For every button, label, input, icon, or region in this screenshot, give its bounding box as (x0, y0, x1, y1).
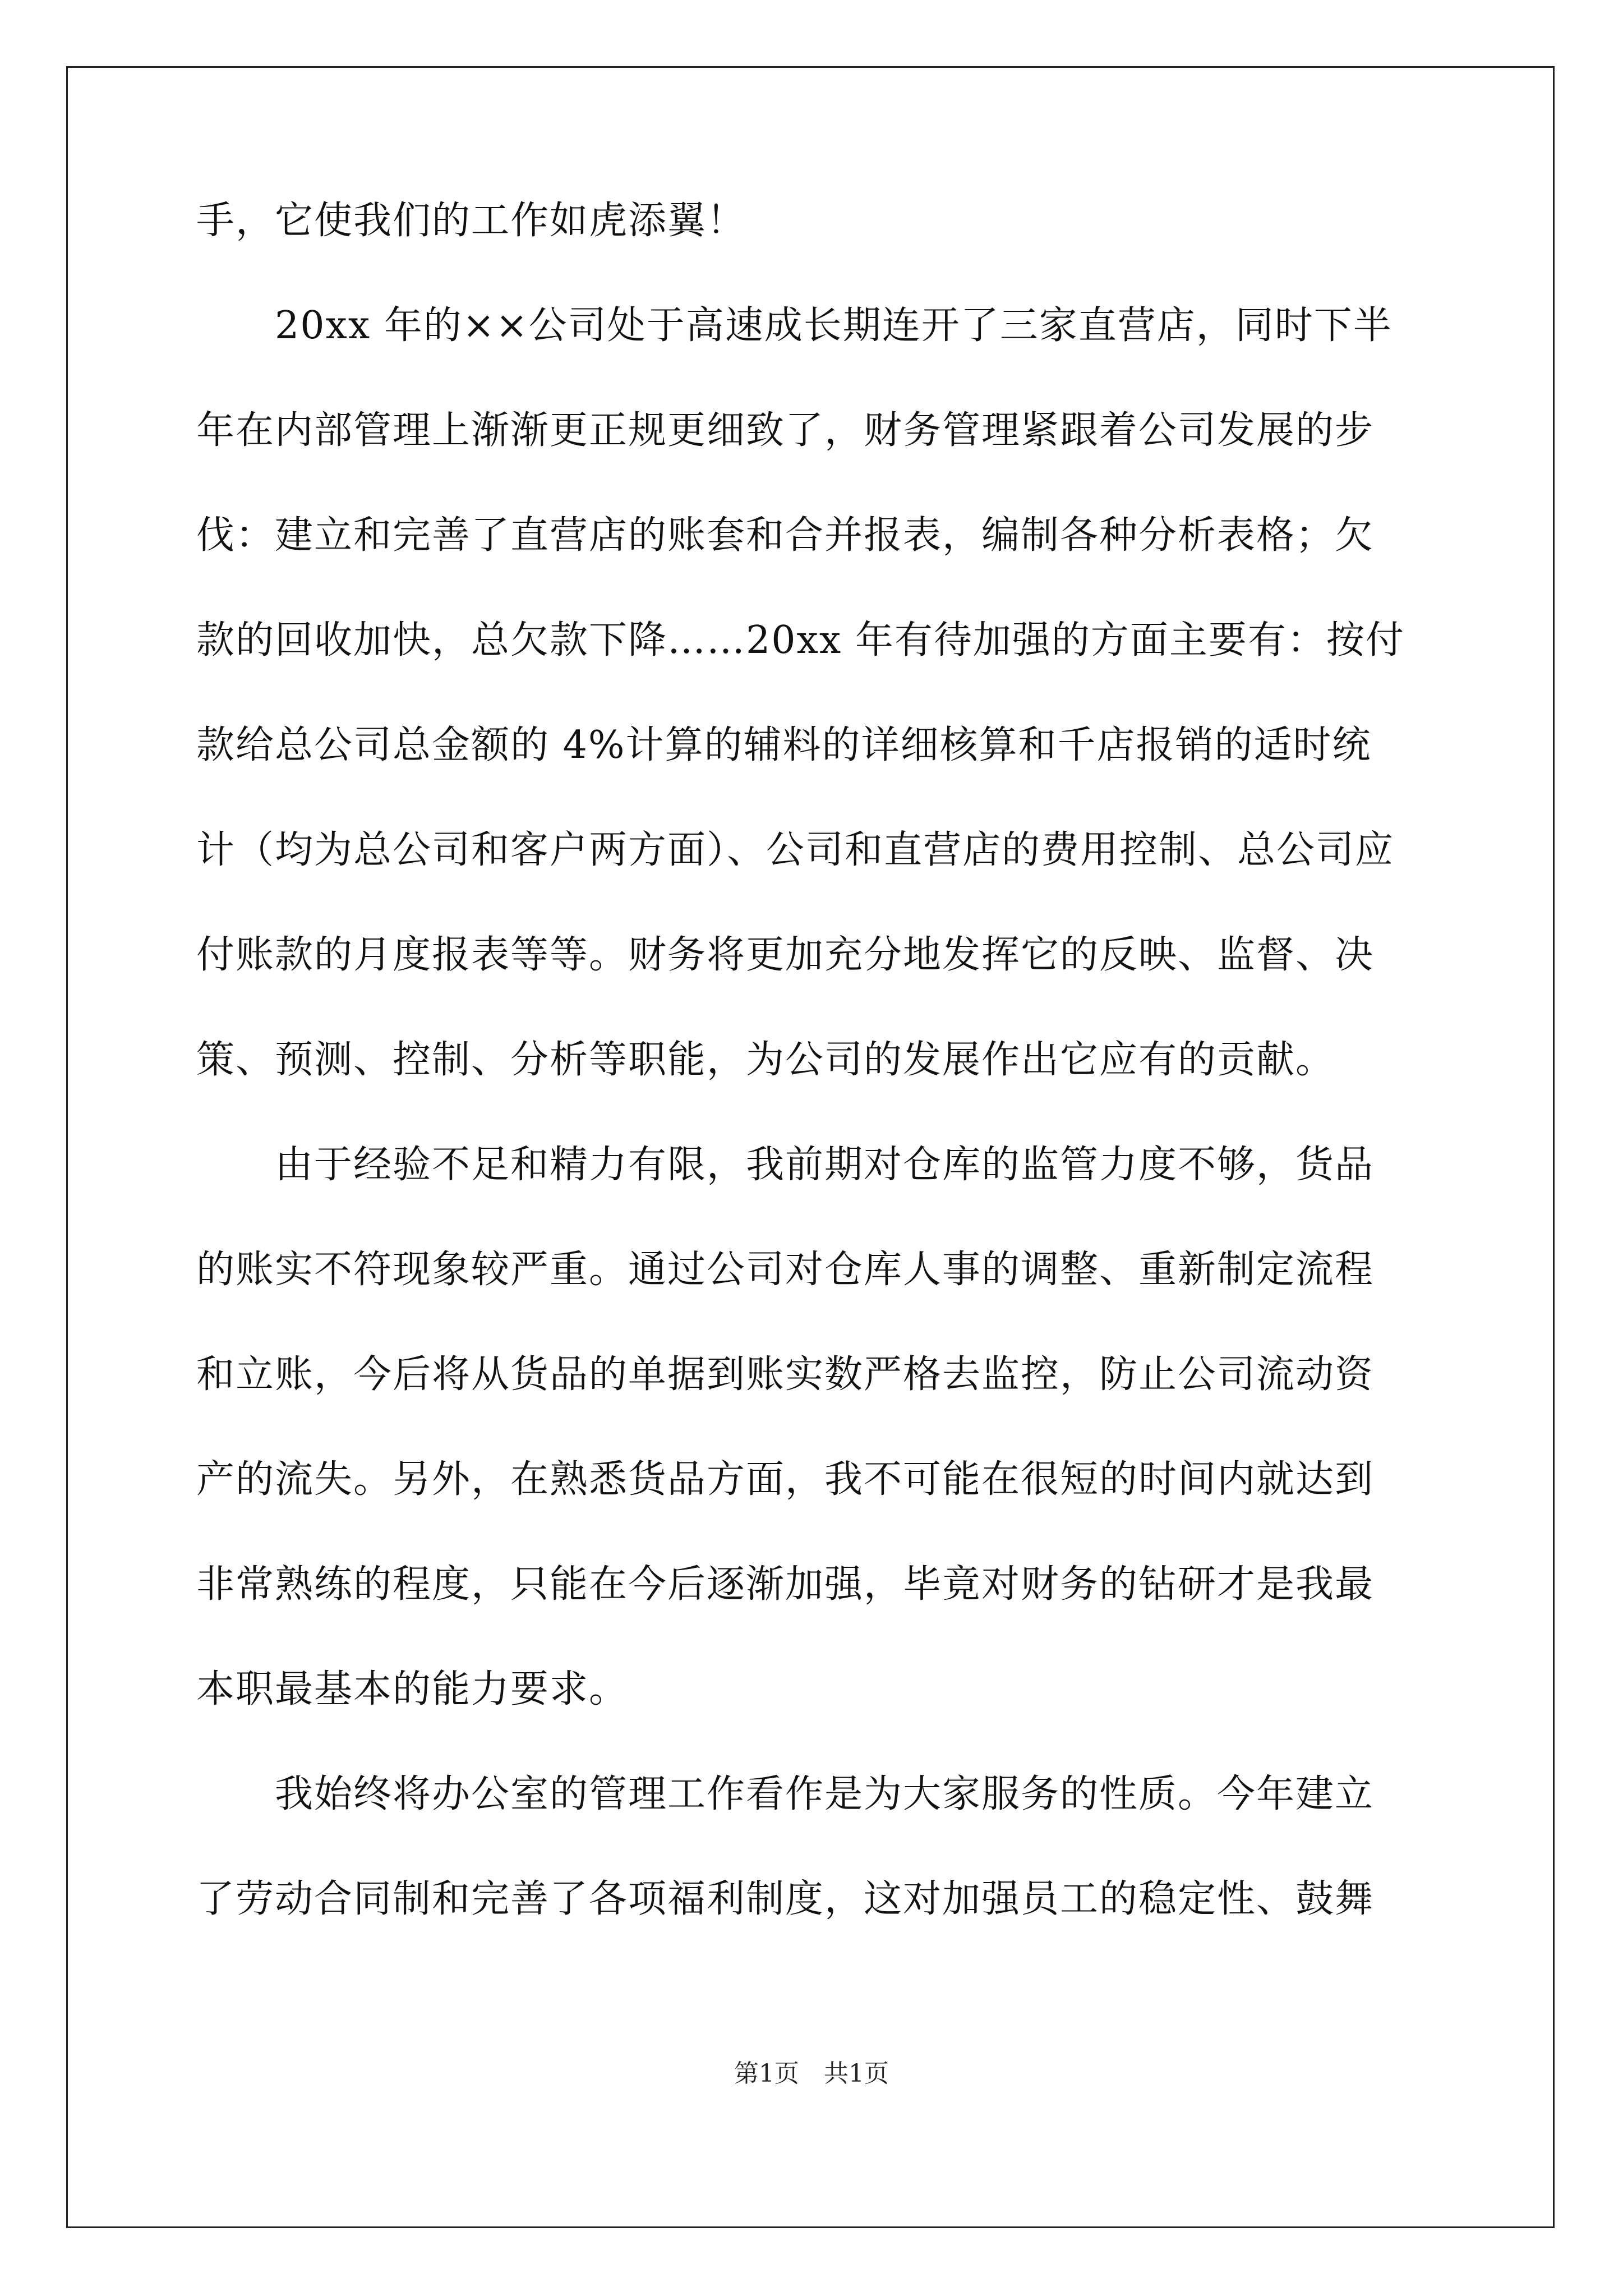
text-line: 了劳动合同制和完善了各项福利制度，这对加强员工的稳定性、鼓舞 (196, 1877, 1375, 1921)
text-line: 我始终将办公室的管理工作看作是为大家服务的性质。今年建立 (196, 1772, 1375, 1816)
text-line: 和立账，今后将从货品的单据到账实数严格去监控，防止公司流动资 (196, 1352, 1375, 1397)
page-number-footer: 第1页 共1页 (734, 2059, 889, 2088)
text-line: 年在内部管理上渐渐更正规更细致了，财务管理紧跟着公司发展的步 (196, 408, 1375, 453)
document-body (196, 199, 1430, 1985)
text-line: 付账款的月度报表等等。财务将更加充分地发挥它的反映、监督、决 (196, 933, 1375, 977)
text-line: 策、预测、控制、分析等职能，为公司的发展作出它应有的贡献。 (196, 1038, 1335, 1082)
text-line: 产的流失。另外，在熟悉货品方面，我不可能在很短的时间内就达到 (196, 1457, 1375, 1502)
text-line: 款的回收加快，总欠款下降……20xx 年有待加强的方面主要有：按付 (196, 618, 1405, 662)
text-line: 伐：建立和完善了直营店的账套和合并报表，编制各种分析表格；欠 (196, 513, 1375, 558)
text-line: 的账实不符现象较严重。通过公司对仓库人事的调整、重新制定流程 (196, 1248, 1375, 1292)
text-line: 计（均为总公司和客户两方面）、公司和直营店的费用控制、总公司应 (196, 828, 1395, 872)
text-line: 非常熟练的程度，只能在今后逐渐加强，毕竟对财务的钻研才是我最 (196, 1562, 1375, 1607)
text-line: 手，它使我们的工作如虎添翼！ (196, 199, 746, 243)
text-line: 由于经验不足和精力有限，我前期对仓库的监管力度不够，货品 (196, 1143, 1375, 1187)
text-line: 本职最基本的能力要求。 (196, 1667, 629, 1711)
text-line: 款给总公司总金额的 4%计算的辅料的详细核算和千店报销的适时统 (196, 723, 1372, 767)
text-line: 20xx 年的××公司处于高速成长期连开了三家直营店，同时下半 (196, 303, 1393, 348)
